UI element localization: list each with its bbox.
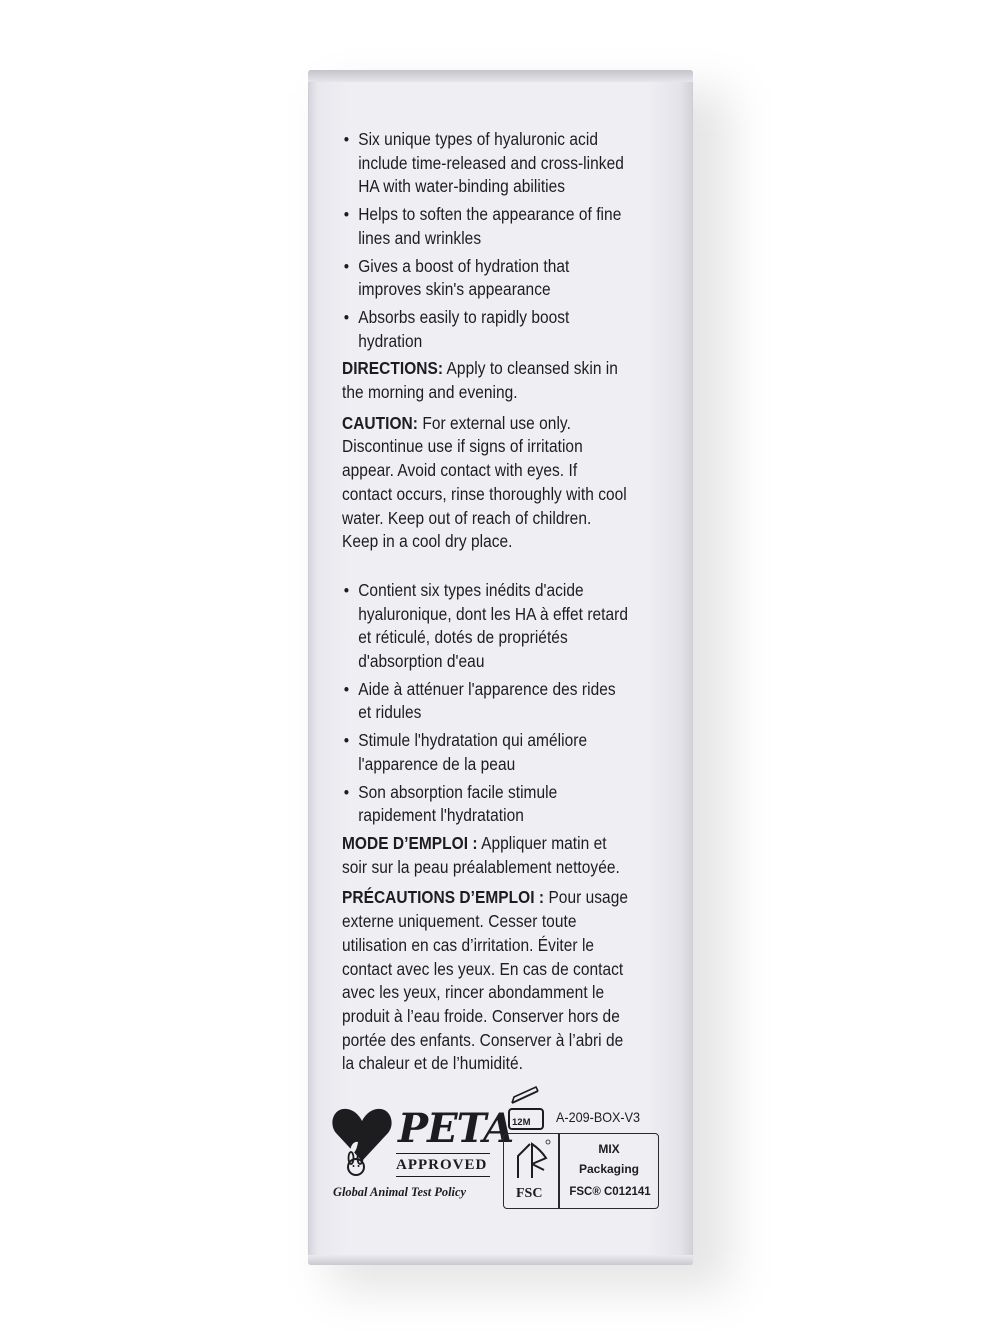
- product-code: A-209-BOX-V3: [556, 1109, 641, 1125]
- list-item: • Stimule l'hydratation qui améliore l'apparence de la peau: [342, 729, 630, 776]
- peta-approved-text: APPROVED: [396, 1157, 488, 1173]
- directions-paragraph: [342, 357, 630, 404]
- english-benefits-list: [342, 128, 630, 353]
- french-benefits-list: [342, 579, 630, 828]
- list-item: • Aide à atténuer l'apparence des rides et ridules: [342, 678, 630, 725]
- list-item: • Helps to soften the appearance of fine lines and wrinkles: [342, 203, 630, 250]
- precautions-label: PRÉCAUTIONS D’EMPLOI :: [342, 887, 545, 908]
- divider: [396, 1153, 490, 1154]
- precautions-paragraph: [342, 886, 630, 1076]
- list-item: • Absorbs easily to rapidly boost hydration: [342, 306, 630, 353]
- pao-12m-label: 12M: [512, 1117, 531, 1128]
- directions-text: Apply to cleansed skin in the morning and evening.: [342, 358, 618, 403]
- section-spacer: [342, 561, 630, 579]
- caution-label: CAUTION:: [342, 412, 418, 433]
- fsc-wordmark: FSC: [516, 1186, 543, 1201]
- fsc-packaging-label: Packaging: [578, 1162, 640, 1176]
- fsc-tree-icon: [512, 1138, 552, 1184]
- divider: [558, 1134, 560, 1208]
- peta-logo: [330, 1103, 514, 1213]
- box-bottom-edge: [308, 1255, 693, 1265]
- fsc-certification-badge: [503, 1133, 659, 1209]
- box-top-edge: [308, 70, 693, 82]
- certification-logos: [330, 1085, 670, 1215]
- label-text: [342, 128, 630, 1083]
- list-item: • Six unique types of hyaluronic acid include time-released and cross-linked HA with water-binding abilities: [342, 128, 630, 199]
- mode-emploi-text: Appliquer matin et soir sur la peau préalablement nettoyée.: [342, 832, 620, 877]
- list-item: • Son absorption facile stimule rapidement l'hydratation: [342, 781, 630, 828]
- caution-text: For external use only. Discontinue use if signs of irritation appear. Avoid contact with eyes. If contact occurs, rinse thoroughly with cool water. Keep out of reach of children. Keep in a cool dry place.: [342, 412, 627, 552]
- mode-emploi-label: MODE D’EMPLOI :: [342, 832, 478, 853]
- fsc-license-code: FSC® C012141: [569, 1186, 651, 1198]
- fsc-mix-label: MIX: [598, 1142, 620, 1156]
- caution-paragraph: [342, 412, 630, 554]
- divider: [396, 1176, 490, 1177]
- list-item: • Gives a boost of hydration that improves skin's appearance: [342, 255, 630, 302]
- peta-policy-text: Global Animal Test Policy: [333, 1185, 466, 1199]
- directions-label: DIRECTIONS:: [342, 358, 444, 379]
- peta-wordmark: PETA: [398, 1105, 514, 1152]
- list-item: • Contient six types inédits d'acide hyaluronique, dont les HA à effet retard et réticulé, dotés de propriétés d'absorption d'eau: [342, 579, 630, 674]
- precautions-text: Pour usage externe uniquement. Cesser toute utilisation en cas d’irritation. Éviter le contact avec les yeux. En cas de contact avec les yeux, rincer abondamment le produit à l’eau froide. Conserver hors de portée des enfants. Conserver à l’abri de la chaleur et de l’humidité.: [342, 887, 629, 1074]
- mode-emploi-paragraph: [342, 832, 630, 879]
- bunny-heart-icon: [330, 1103, 394, 1179]
